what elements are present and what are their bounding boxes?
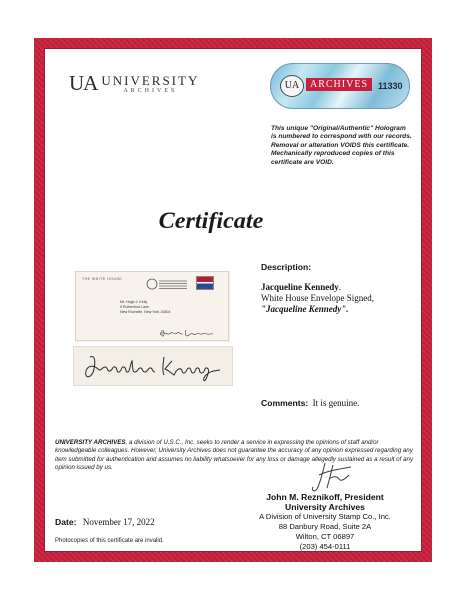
description-line2: White House Envelope Signed, [261, 293, 374, 303]
signer-org: University Archives [285, 502, 365, 512]
hologram-label: ARCHIVES [306, 78, 372, 91]
date-label: Date: [55, 517, 77, 527]
authenticity-hologram [270, 63, 410, 109]
signer-address-line: Wilton, CT 06897 [295, 532, 355, 541]
hologram-note: This unique "Original/Authentic" Hologram is numbered to correspond with our records. Removal or alteration VOIDS this certificate. Mechanically reproduced copies of this certificate are VOID. [271, 125, 412, 166]
signer-block [245, 492, 405, 552]
flag-stamp-icon [196, 276, 214, 290]
postmark-icon [146, 278, 188, 290]
envelope-signature-icon [158, 328, 214, 338]
signed-envelope-image [75, 271, 229, 341]
date-row [55, 517, 155, 527]
description-text: Jacqueline Kennedy. White House Envelope Signed, "Jacqueline Kennedy". [261, 282, 374, 314]
kennedy-signature-icon [80, 351, 228, 383]
address-line: New Rochelle, New York 10804 [120, 310, 171, 314]
signer-address-line: 88 Danbury Road, Suite 2A [278, 522, 372, 531]
description-label: Description: [261, 262, 312, 272]
logo-name: UNIVERSITY [101, 73, 200, 88]
description-line3: "Jacqueline Kennedy". [261, 304, 349, 314]
address-line: Mr. Hugh J. Kelly [120, 300, 148, 304]
signature-card-image [73, 346, 233, 386]
certificate-body [44, 48, 422, 552]
description-name: Jacqueline Kennedy [261, 282, 339, 292]
disclaimer-org: UNIVERSITY ARCHIVES [55, 439, 126, 446]
president-signature-icon [307, 461, 357, 493]
signer-name: John M. Reznikoff, President [266, 492, 384, 502]
certificate-title: Certificate [158, 208, 264, 233]
logo-sub: ARCHIVES [123, 88, 178, 94]
comments-value: It is genuine. [312, 398, 360, 408]
signer-address-line: A Division of University Stamp Co., Inc. [259, 512, 391, 521]
signer-phone: (203) 454-0111 [299, 542, 351, 551]
photocopy-note: Photocopies of this certificate are invalid. [55, 538, 164, 544]
certificate-border [34, 38, 432, 562]
envelope-address [120, 300, 170, 315]
date-value: November 17, 2022 [82, 517, 155, 527]
comments-label: Comments: [261, 398, 309, 408]
university-archives-logo [69, 71, 199, 96]
hologram-badge: UA [280, 75, 304, 97]
disclaimer-body: , a division of U.S.C., Inc. seeks to render a service in expressing the opinions of staff and/or knowledgeable colleagues. However, University Archives does not guarantee the accuracy of any opinion expressed regarding any item submitted for authentication and assumes no liability whatsoever for any loss or damage allegedly sustained as a result of any opinion issued by us. [55, 439, 414, 472]
envelope-return-address: THE WHITE HOUSE [82, 277, 123, 281]
logo-mark: UA [69, 71, 98, 95]
comments-row [261, 398, 359, 408]
disclaimer-text [55, 439, 415, 473]
hologram-serial: 11330 [378, 81, 403, 91]
address-line: 9 Rutherford Lane [120, 305, 149, 309]
